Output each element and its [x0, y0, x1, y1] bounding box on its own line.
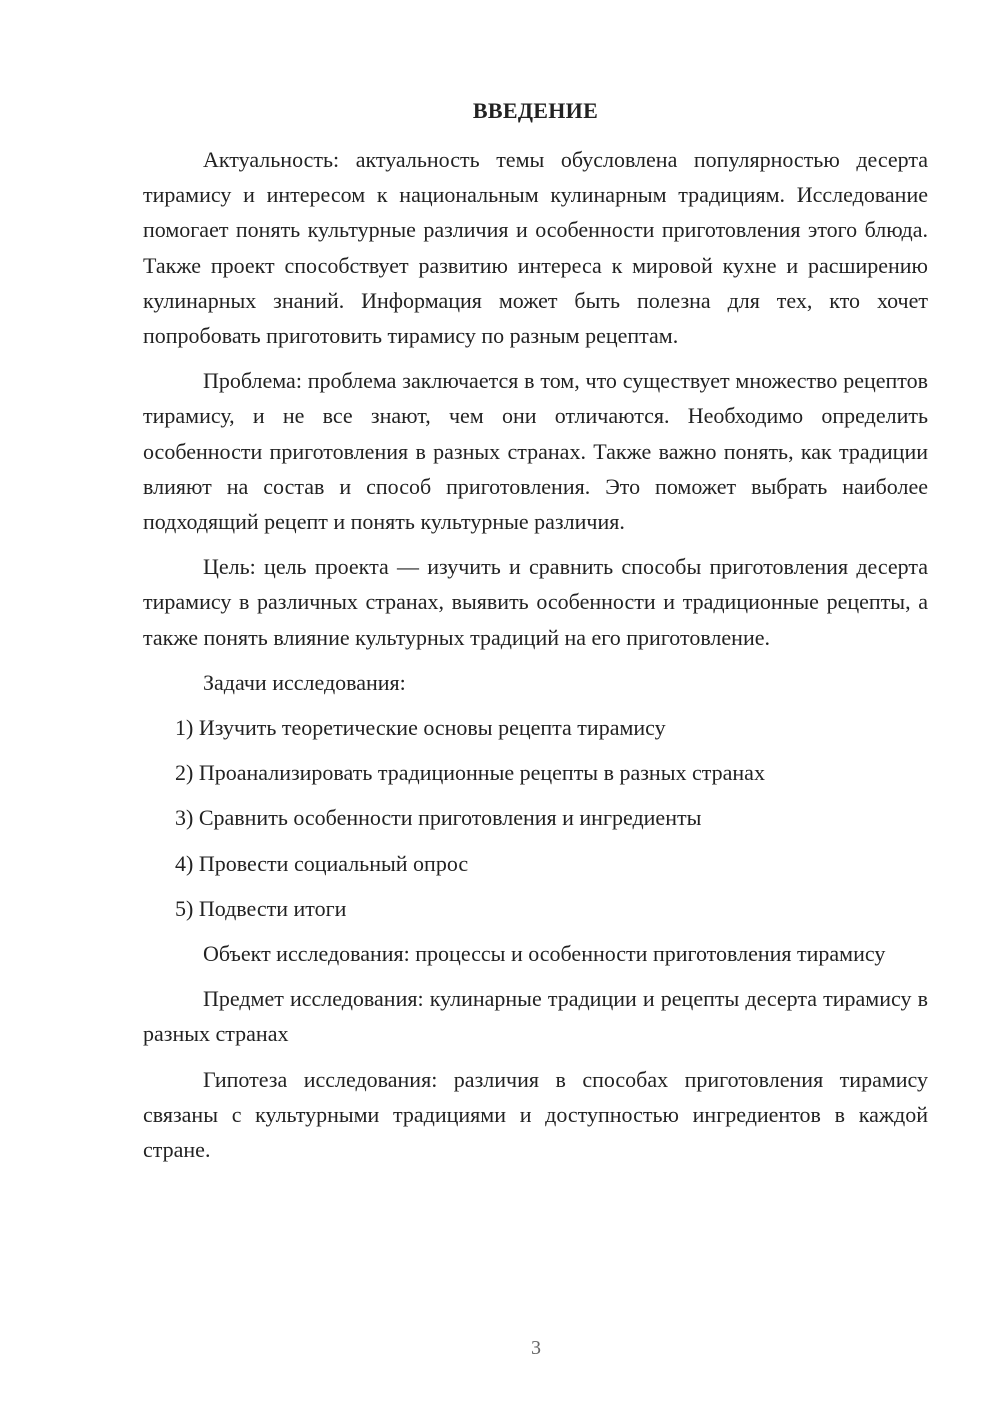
page-number: 3: [531, 1337, 541, 1359]
paragraph-relevance: Актуальность: актуальность темы обусловлена популярностью десерта тирамису и интересом к национальным кулинарным традициям. Исследование помогает понять культурные различия и особенности приготовления этого блюда. Также проект способствует развитию интереса к мировой кухне и расширению кулинарных знаний. Информация может быть полезна для тех, кто хочет попробовать приготовить тирамису по разным рецептам.: [143, 147, 928, 349]
paragraph-object: Объект исследования: процессы и особенности приготовления тирамису: [203, 941, 886, 967]
document-body: [143, 142, 928, 1177]
tasks-heading: Задачи исследования:: [203, 669, 406, 695]
paragraph-problem: Проблема: проблема заключается в том, что существует множество рецептов тирамису, и не все знают, чем они отличаются. Необходимо определить особенности приготовления в разных странах. Также важно понять, как традиции влияют на состав и способ приготовления. Это поможет выбрать наиболее подходящий рецепт и понять культурные различия.: [143, 368, 928, 535]
task-item: 2) Проанализировать традиционные рецепты в разных странах: [175, 760, 765, 786]
paragraph-subject: Предмет исследования: кулинарные традиции и рецепты десерта тирамису в разных странах: [143, 986, 928, 1047]
paragraph-hypothesis: Гипотеза исследования: различия в способах приготовления тирамису связаны с культурными традициями и доступностью ингредиентов в каждой стране.: [143, 1066, 928, 1163]
task-item: 1) Изучить теоретические основы рецепта тирамису: [175, 715, 666, 741]
task-item: 5) Подвести итоги: [175, 895, 347, 921]
task-item: 4) Провести социальный опрос: [175, 850, 469, 876]
paragraph-goal: Цель: цель проекта — изучить и сравнить способы приготовления десерта тирамису в различных странах, выявить особенности и традиционные рецепты, а также понять влияние культурных традиций на его приготовление.: [143, 554, 928, 650]
task-item: 3) Сравнить особенности приготовления и ингредиенты: [175, 805, 702, 831]
page-title: ВВЕДЕНИЕ: [472, 98, 599, 123]
